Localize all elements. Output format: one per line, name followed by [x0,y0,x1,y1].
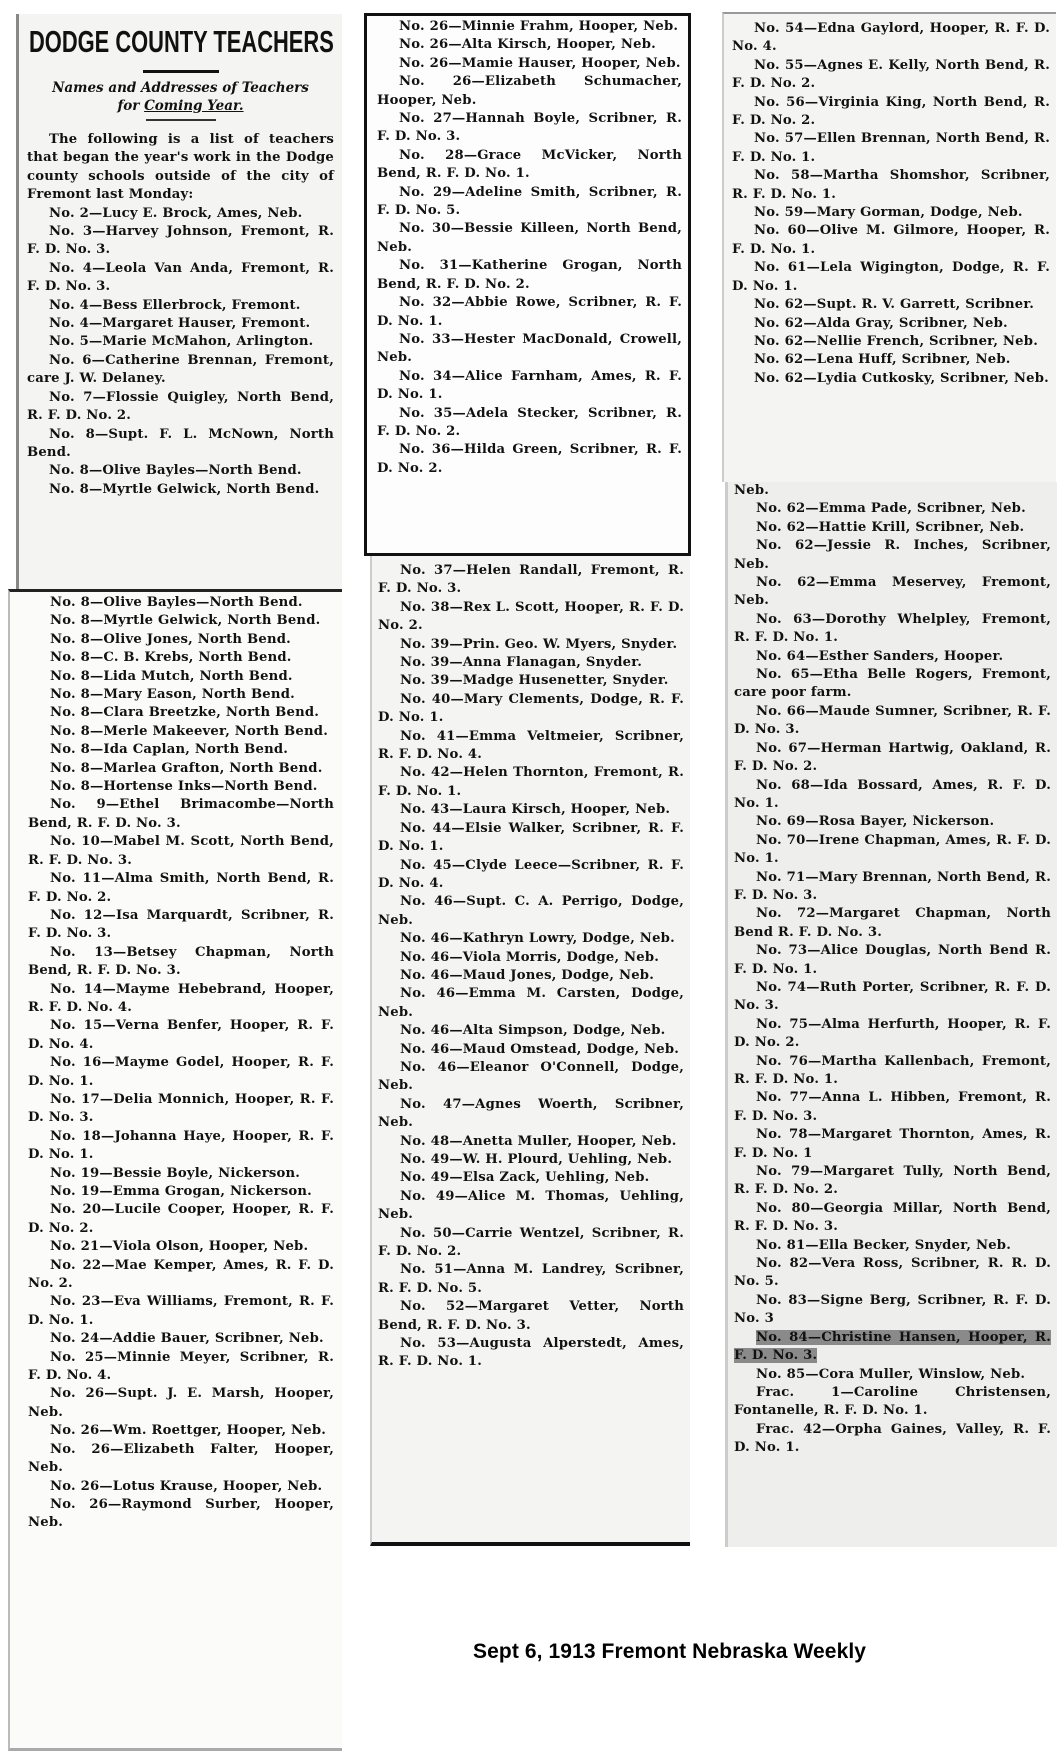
teacher-entry: No. 26—Elizabeth Schumacher, Hooper, Neb. [377,74,682,108]
continuation-text: Neb. [734,483,770,498]
teacher-entry: No. 37—Helen Randall, Fremont, R. F. D. No. 3. [378,563,684,597]
teacher-entry: No. 19—Emma Grogan, Nickerson. [50,1184,312,1199]
clipping-middle-top [364,13,691,556]
headline-rule [143,70,219,73]
headline: DODGE COUNTY TEACHERS [29,24,334,59]
teacher-entry: No. 62—Hattie Krill, Scribner, Neb. [756,519,1025,535]
teacher-entry: No. 26—Lotus Krause, Hooper, Neb. [50,1478,323,1494]
teacher-entry: No. 26—Raymond Surber, Hooper, Neb. [28,1496,334,1531]
teacher-entry: No. 66—Maude Sumner, Scribner, R. F. D. No. 3. [734,703,1051,738]
entries-right-top [732,20,1050,388]
clipping-left-top [16,14,342,589]
subhead-line-2-underlined: Coming Year. [144,98,244,114]
teacher-entry: No. 38—Rex L. Scott, Hooper, R. F. D. No. 2. [378,599,684,634]
teacher-entry: No. 42—Helen Thornton, Fremont, R. F. D. No. 1. [378,765,684,799]
teacher-entry: No. 27—Hannah Boyle, Scribner, R. F. D. No. 3. [377,111,682,145]
teacher-entry: No. 47—Agnes Woerth, Scribner, Neb. [378,1096,684,1131]
teacher-entry: No. 82—Vera Ross, Scribner, R. R. D. No. 5. [734,1256,1051,1290]
teacher-entry: No. 77—Anna L. Hibben, Fremont, R. F. D. No. 3. [734,1090,1051,1124]
teacher-entry: No. 7—Flossie Quigley, North Bend, R. F. D. No. 2. [27,389,334,424]
source-caption: Sept 6, 1913 Fremont Nebraska Weekly [473,1640,867,1663]
teacher-entry: No. 8—Olive Bayles—North Bend. [50,595,303,610]
teacher-entry: No. 33—Hester MacDonald, Crowell, Neb. [377,331,682,366]
teacher-entry: No. 11—Alma Smith, North Bend, R. F. D. No. 2. [28,871,334,905]
entries-right-bottom [734,500,1051,1457]
teacher-entry: No. 62—Emma Pade, Scribner, Neb. [756,501,1026,517]
teacher-entry: No. 80—Georgia Millar, North Bend, R. F. D. No. 3. [734,1200,1051,1235]
teacher-entry: No. 67—Herman Hartwig, Oakland, R. F. D. No. 2. [734,740,1051,775]
teacher-entry: No. 8—Clara Breetzke, North Bend. [50,705,320,721]
teacher-entry: No. 62—Supt. R. V. Garrett, Scribner. [754,297,1035,313]
teacher-entry: No. 49—Alice M. Thomas, Uehling, Neb. [378,1188,684,1223]
teacher-entry: No. 8—C. B. Krebs, North Bend. [50,650,292,666]
teacher-entry: No. 34—Alice Farnham, Ames, R. F. D. No. 1. [377,368,682,403]
teacher-entry: No. 46—Viola Morris, Dodge, Neb. [400,949,660,965]
teacher-entry: No. 52—Margaret Vetter, North Bend, R. F. D. No. 3. [378,1299,684,1333]
entries-left-bottom [28,594,334,1533]
entries-left-top [27,205,334,500]
subhead [27,79,334,115]
teacher-entry: No. 20—Lucile Cooper, Hooper, R. F. D. No. 2. [28,1202,334,1236]
teacher-entry: No. 55—Agnes E. Kelly, North Bend, R. F. D. No. 2. [732,57,1050,92]
teacher-entry: No. 16—Mayme Godel, Hooper, R. F. D. No. 1. [28,1055,334,1089]
teacher-entry: No. 40—Mary Clements, Dodge, R. F. D. No. 1. [378,691,684,726]
teacher-entry: No. 54—Edna Gaylord, Hooper, R. F. D. No. 4. [732,21,1050,55]
teacher-entry: No. 81—Ella Becker, Snyder, Neb. [756,1237,1012,1253]
teacher-entry: No. 49—W. H. Plourd, Uehling, Neb. [400,1152,673,1167]
teacher-entry: No. 36—Hilda Green, Scribner, R. F. D. No. 2. [377,442,682,476]
entries-middle-top [377,18,682,478]
teacher-entry: No. 71—Mary Brennan, North Bend, R. F. D. No. 3. [734,869,1051,903]
teacher-entry: No. 62—Emma Meservey, Fremont, Neb. [734,575,1051,609]
teacher-entry: No. 62—Lena Huff, Scribner, Neb. [754,352,1011,368]
teacher-entry: No. 8—Mary Eason, North Bend. [50,687,295,703]
teacher-entry: No. 8—Myrtle Gelwick, North Bend. [49,481,320,497]
teacher-entry: No. 8—Merle Makeever, North Bend. [50,723,328,739]
teacher-entry: No. 8—Olive Jones, North Bend. [50,631,291,647]
teacher-entry: No. 74—Ruth Porter, Scribner, R. F. D. No. 3. [734,979,1051,1014]
teacher-entry: No. 83—Signe Berg, Scribner, R. F. D. No. 3 [734,1292,1051,1327]
teacher-entry: No. 61—Lela Wigington, Dodge, R. F. D. No. 1. [732,260,1050,294]
teacher-entry: No. 62—Lydia Cutkosky, Scribner, Neb. [754,370,1049,386]
teacher-entry: No. 70—Irene Chapman, Ames, R. F. D. No. 1. [734,832,1051,867]
teacher-entry: No. 76—Martha Kallenbach, Fremont, R. F. D. No. 1. [734,1053,1051,1087]
teacher-entry: No. 13—Betsey Chapman, North Bend, R. F. D. No. 3. [28,944,334,979]
teacher-entry: No. 85—Cora Muller, Winslow, Neb. [756,1366,1026,1382]
teacher-entry: No. 46—Eleanor O'Connell, Dodge, Neb. [378,1059,684,1094]
teacher-entry: No. 69—Rosa Bayer, Nickerson. [756,814,995,830]
teacher-entry: No. 39—Madge Husenetter, Snyder. [400,673,669,689]
subhead-line-1: Names and Addresses of Teachers [52,80,309,96]
teacher-entry: No. 58—Martha Shomshor, Scribner, R. F. D. No. 1. [732,168,1050,202]
teacher-entry: No. 39—Anna Flanagan, Snyder. [400,655,642,671]
teacher-entry: No. 41—Emma Veltmeier, Scribner, R. F. D. No. 4. [378,728,684,763]
teacher-entry: No. 15—Verna Benfer, Hooper, R. F. D. No. 4. [28,1018,334,1052]
teacher-entry: No. 26—Elizabeth Falter, Hooper, Neb. [28,1441,334,1476]
intro-paragraph: The following is a list of teachers that began the year's work in the Dodge county schools outside of the city of Fremont last Monday: [27,132,334,203]
teacher-entry: No. 9—Ethel Brimacombe—North Bend, R. F. D. No. 3. [28,797,334,831]
teacher-entry: No. 18—Johanna Haye, Hooper, R. F. D. No. 1. [28,1128,334,1163]
teacher-entry: No. 25—Minnie Meyer, Scribner, R. F. D. No. 4. [28,1349,334,1384]
teacher-entry: No. 75—Alma Herfurth, Hooper, R. F. D. No. 2. [734,1016,1051,1051]
highlighted-entry: No. 84—Christine Hansen, Hooper, R. F. D. No. 3. [734,1329,1051,1364]
teacher-entry: Frac. 1—Caroline Christensen, Fontanelle, R. F. D. No. 1. [734,1384,1051,1419]
entries-middle-bottom [378,562,684,1372]
teacher-entry: No. 29—Adeline Smith, Scribner, R. F. D. No. 5. [377,184,682,219]
clipping-middle-bottom [370,556,690,1546]
teacher-entry: No. 73—Alice Douglas, North Bend R. F. D. No. 1. [734,943,1051,977]
teacher-entry: No. 62—Jessie R. Inches, Scribner, Neb. [734,538,1051,572]
teacher-entry: No. 12—Isa Marquardt, Scribner, R. F. D. No. 3. [28,907,334,942]
teacher-entry: No. 44—Elsie Walker, Scribner, R. F. D. No. 1. [378,820,684,855]
teacher-entry: No. 26—Minnie Frahm, Hooper, Neb. [399,19,679,34]
teacher-entry: No. 3—Harvey Johnson, Fremont, R. F. D. No. 3. [27,224,334,258]
teacher-entry: No. 26—Alta Kirsch, Hooper, Neb. [399,37,656,53]
teacher-entry: No. 4—Bess Ellerbrock, Fremont. [49,297,301,313]
teacher-entry: No. 46—Emma M. Carsten, Dodge, Neb. [378,986,684,1020]
teacher-entry: No. 48—Anetta Muller, Hooper, Neb. [400,1133,677,1149]
teacher-entry: No. 45—Clyde Leece—Scribner, R. F. D. No. 4. [378,857,684,891]
teacher-entry: No. 5—Marie McMahon, Arlington. [49,334,314,350]
teacher-entry: No. 26—Mamie Hauser, Hooper, Neb. [399,55,681,71]
teacher-entry: No. 78—Margaret Thornton, Ames, R. F. D. No. 1 [734,1127,1051,1161]
teacher-entry: No. 51—Anna M. Landrey, Scribner, R. F. D. No. 5. [378,1262,684,1296]
teacher-entry: No. 65—Etha Belle Rogers, Fremont, care poor farm. [734,667,1051,701]
teacher-entry: No. 46—Supt. C. A. Perrigo, Dodge, Neb. [378,894,684,928]
teacher-entry: No. 46—Alta Simpson, Dodge, Neb. [400,1023,666,1039]
teacher-entry: No. 8—Supt. F. L. McNown, North Bend. [27,426,334,460]
teacher-entry: No. 53—Augusta Alperstedt, Ames, R. F. D. No. 1. [378,1336,684,1370]
teacher-entry: No. 8—Hortense Inks—North Bend. [50,779,318,795]
teacher-entry: No. 4—Leola Van Anda, Fremont, R. F. D. No. 3. [27,260,334,295]
teacher-entry: No. 32—Abbie Rowe, Scribner, R. F. D. No. 1. [377,295,682,329]
teacher-entry: No. 57—Ellen Brennan, North Bend, R. F. D. No. 1. [732,131,1050,165]
teacher-entry: No. 6—Catherine Brennan, Fremont, care J. W. Delaney. [27,352,334,387]
teacher-entry: No. 23—Eva Williams, Fremont, R. F. D. No. 1. [28,1294,334,1328]
teacher-entry: No. 64—Esther Sanders, Hooper. [756,648,1004,664]
teacher-entry: No. 50—Carrie Wentzel, Scribner, R. F. D. No. 2. [378,1225,684,1260]
teacher-entry: No. 62—Alda Gray, Scribner, Neb. [754,315,1008,331]
headline-container [29,24,334,60]
teacher-entry: No. 79—Margaret Tully, North Bend, R. F. D. No. 2. [734,1164,1051,1198]
teacher-entry: No. 19—Bessie Boyle, Nickerson. [50,1165,301,1181]
teacher-entry: No. 56—Virginia King, North Bend, R. F. D. No. 2. [732,94,1050,129]
teacher-entry: No. 68—Ida Bossard, Ames, R. F. D. No. 1. [734,777,1051,811]
subhead-rule [146,119,216,121]
teacher-entry: No. 59—Mary Gorman, Dodge, Neb. [754,205,1023,221]
teacher-entry: No. 39—Prin. Geo. W. Myers, Snyder. [400,636,678,652]
teacher-entry: No. 17—Delia Monnich, Hooper, R. F. D. No. 3. [28,1091,334,1126]
teacher-entry: No. 8—Myrtle Gelwick, North Bend. [50,613,321,629]
clipping-right-bottom [725,482,1057,1547]
teacher-entry: No. 46—Maud Omstead, Dodge, Neb. [400,1041,680,1057]
teacher-entry: No. 8—Lida Mutch, North Bend. [50,668,293,684]
teacher-entry: No. 72—Margaret Chapman, North Bend R. F. D. No. 3. [734,906,1051,940]
teacher-entry: No. 60—Olive M. Gilmore, Hooper, R. F. D. No. 1. [732,223,1050,257]
teacher-entry: No. 28—Grace McVicker, North Bend, R. F. D. No. 1. [377,147,682,182]
teacher-entry: No. 14—Mayme Hebebrand, Hooper, R. F. D. No. 4. [28,981,334,1015]
teacher-entry: No. 30—Bessie Killeen, North Bend, Neb. [377,221,682,255]
teacher-entry: No. 8—Marlea Grafton, North Bend. [50,760,323,776]
teacher-entry: No. 46—Maud Jones, Dodge, Neb. [400,967,655,983]
teacher-entry: No. 62—Nellie French, Scribner, Neb. [754,333,1038,349]
teacher-entry: No. 8—Olive Bayles—North Bend. [49,463,302,479]
clipping-right-top [722,12,1056,482]
teacher-entry: No. 26—Supt. J. E. Marsh, Hooper, Neb. [28,1386,334,1420]
teacher-entry: No. 21—Viola Olson, Hooper, Neb. [50,1239,309,1255]
teacher-entry: No. 35—Adela Stecker, Scribner, R. F. D. No. 2. [377,405,682,439]
subhead-line-2-pre: for [117,98,145,114]
teacher-entry: No. 43—Laura Kirsch, Hooper, Neb. [400,802,671,818]
teacher-entry: No. 49—Elsa Zack, Uehling, Neb. [400,1170,650,1186]
teacher-entry [734,1329,1051,1366]
teacher-entry: No. 10—Mabel M. Scott, North Bend, R. F. D. No. 3. [28,834,334,868]
teacher-entry: No. 24—Addie Bauer, Scribner, Neb. [50,1331,324,1347]
teacher-entry: No. 26—Wm. Roettger, Hooper, Neb. [50,1423,327,1439]
clipping-left-bottom [8,589,342,1751]
teacher-entry: No. 31—Katherine Grogan, North Bend, R. F. D. No. 2. [377,258,682,292]
teacher-entry: No. 8—Ida Caplan, North Bend. [50,742,289,758]
teacher-entry: No. 63—Dorothy Whelpley, Fremont, R. F. D. No. 1. [734,611,1051,646]
teacher-entry: No. 22—Mae Kemper, Ames, R. F. D. No. 2. [28,1257,334,1292]
teacher-entry: No. 2—Lucy E. Brock, Ames, Neb. [49,205,303,221]
teacher-entry: No. 4—Margaret Hauser, Fremont. [49,316,311,332]
teacher-entry: Frac. 42—Orpha Gaines, Valley, R. F. D. No. 1. [734,1421,1051,1456]
teacher-entry: No. 46—Kathryn Lowry, Dodge, Neb. [400,931,675,947]
